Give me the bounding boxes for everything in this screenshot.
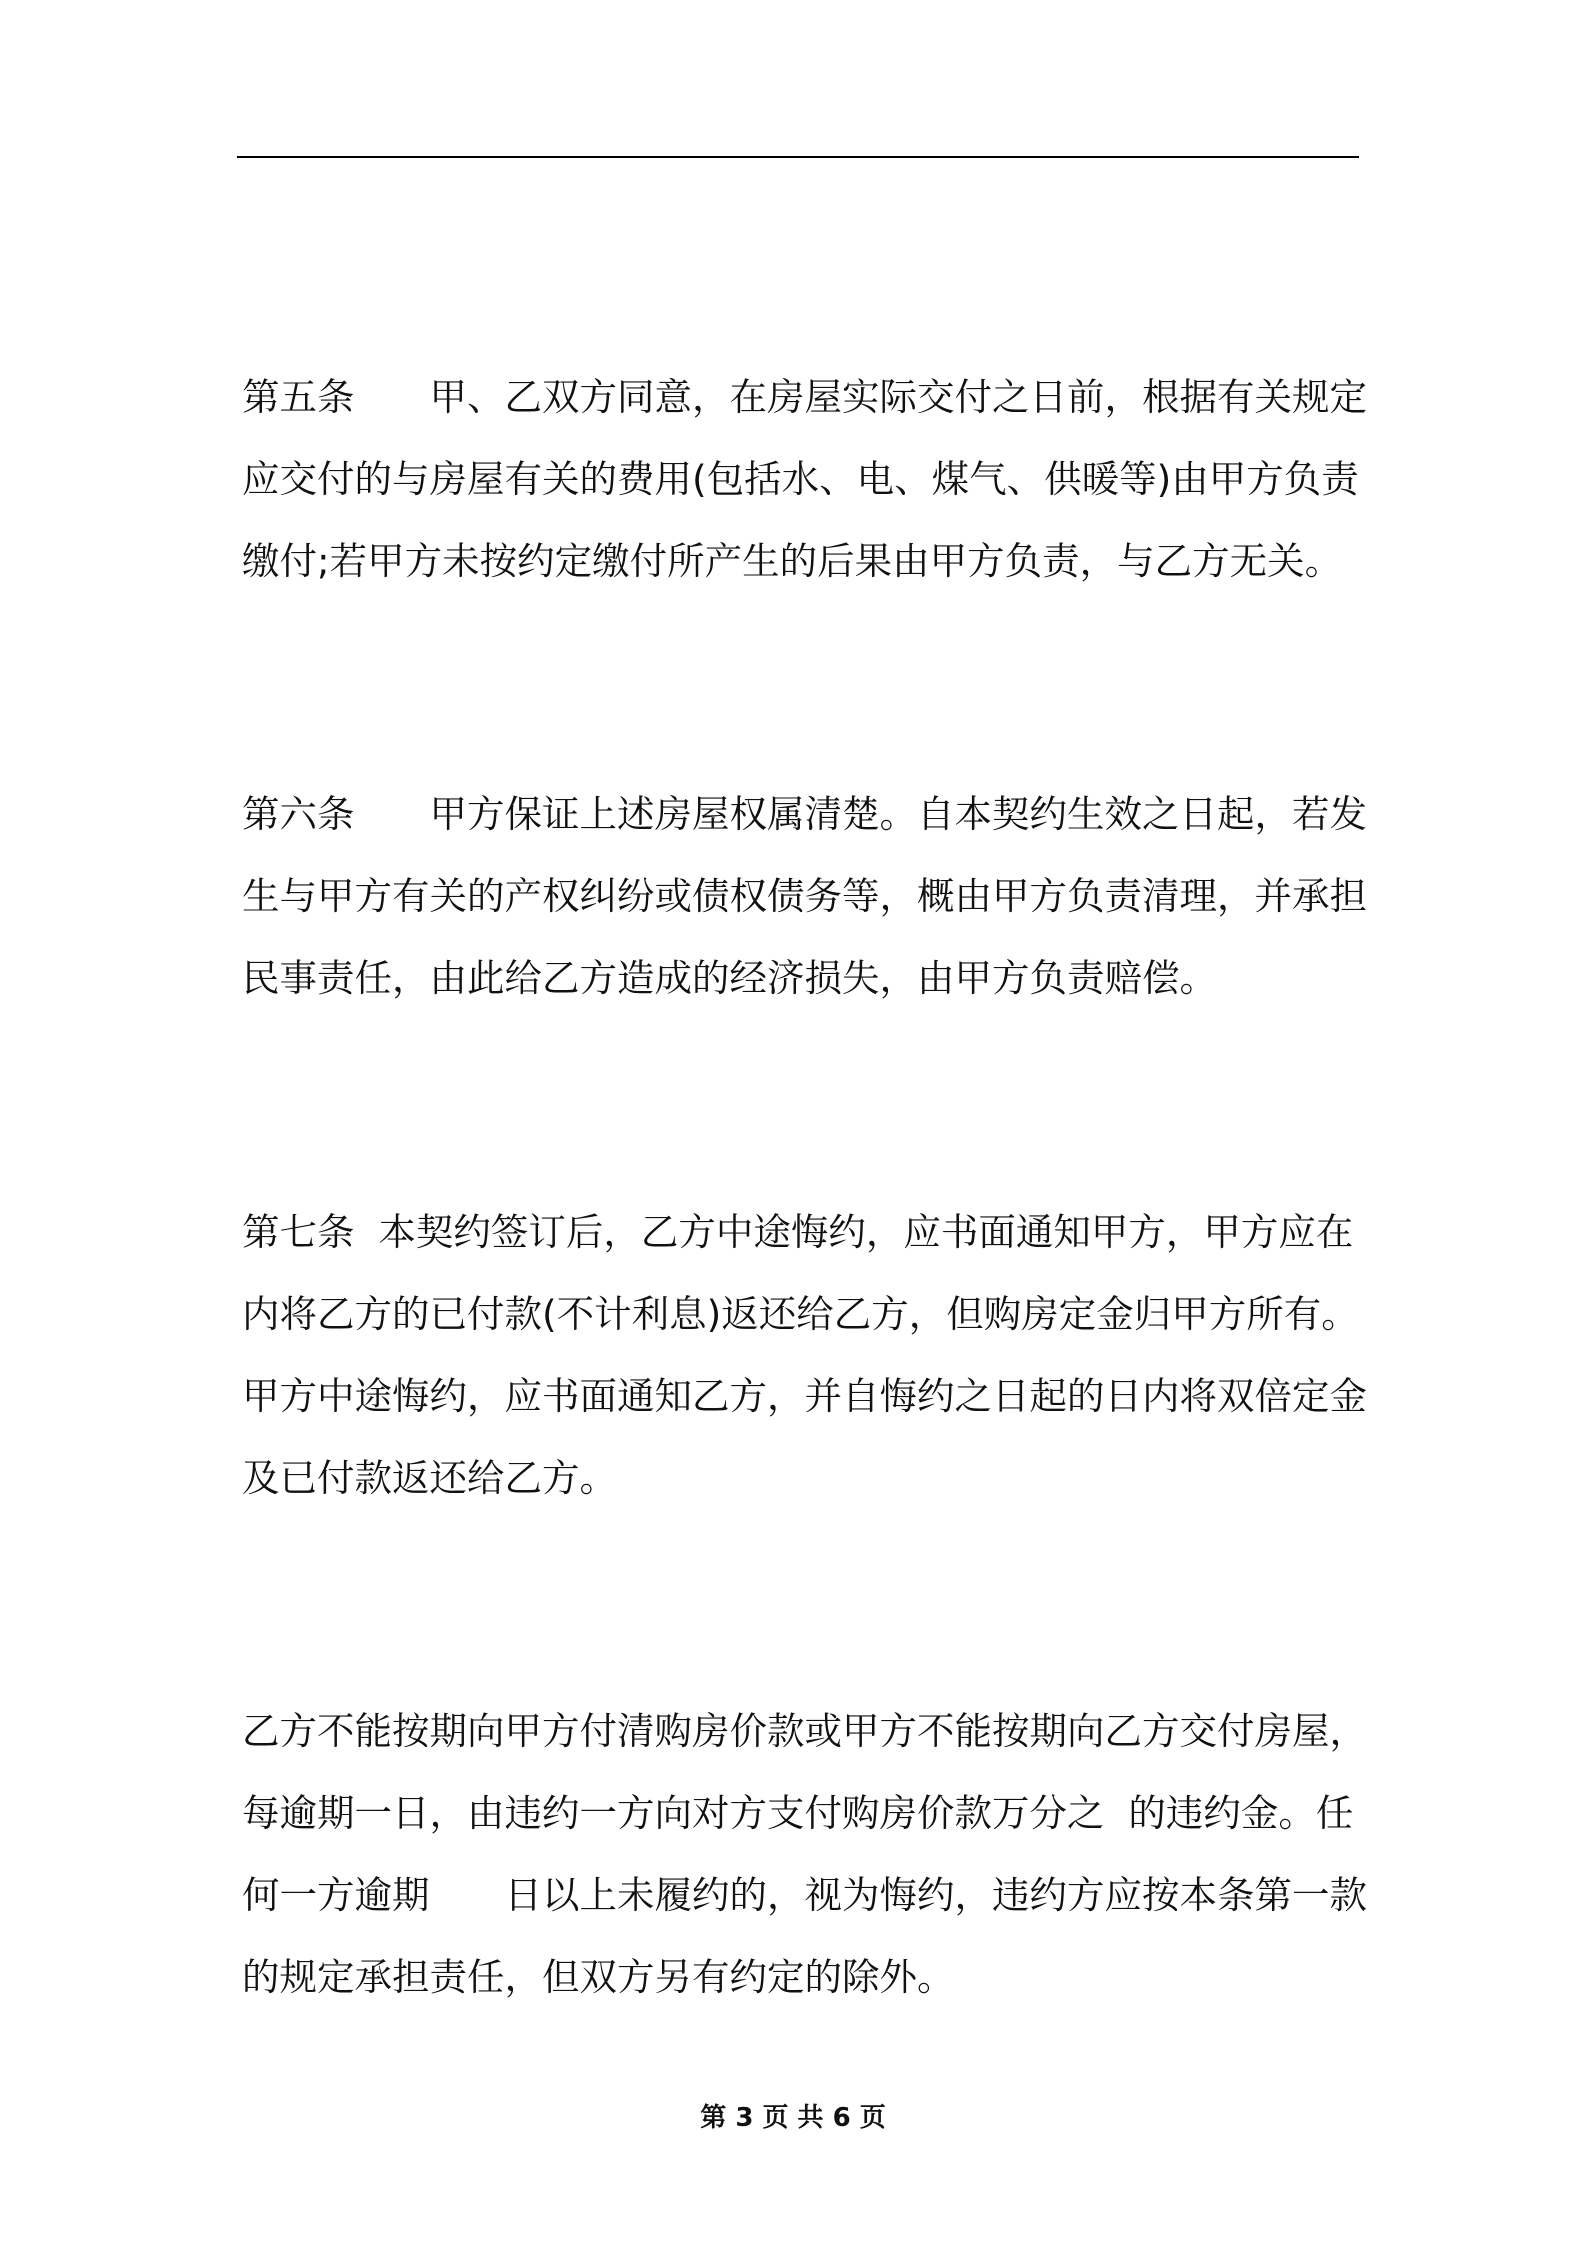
- page-number-footer: 第 3 页 共 6 页: [700, 2103, 886, 2133]
- penalty-clause-line-4: 的规定承担责任，但双方另有约定的除外。: [242, 1955, 955, 1999]
- article-6-line-2: 生与甲方有关的产权纠纷或债权债务等，概由甲方负责清理，并承担: [242, 874, 1367, 918]
- penalty-clause-line-3: 何一方逾期 日以上未履约的，视为悔约，违约方应按本条第一款: [242, 1873, 1367, 1917]
- article-5-line-1: 第五条 甲、乙双方同意，在房屋实际交付之日前，根据有关规定: [242, 375, 1367, 419]
- article-5-line-2: 应交付的与房屋有关的费用(包括水、电、煤气、供暖等)由甲方负责: [242, 457, 1359, 501]
- article-7-line-1: 第七条 本契约签订后，乙方中途悔约，应书面通知甲方，甲方应在: [242, 1210, 1354, 1254]
- article-5-line-3: 缴付;若甲方未按约定缴付所产生的后果由甲方负责，与乙方无关。: [242, 539, 1343, 583]
- article-7-line-2: 内将乙方的已付款(不计利息)返还给乙方，但购房定金归甲方所有。: [242, 1292, 1359, 1336]
- header-rule: [237, 156, 1359, 158]
- article-7-line-4: 及已付款返还给乙方。: [242, 1456, 617, 1500]
- penalty-clause-line-1: 乙方不能按期向甲方付清购房价款或甲方不能按期向乙方交付房屋，: [242, 1709, 1367, 1753]
- article-6-line-1: 第六条 甲方保证上述房屋权属清楚。自本契约生效之日起，若发: [242, 792, 1367, 836]
- penalty-clause-line-2: 每逾期一日，由违约一方向对方支付购房价款万分之 的违约金。任: [242, 1791, 1354, 1835]
- article-7-line-3: 甲方中途悔约，应书面通知乙方，并自悔约之日起的日内将双倍定金: [242, 1374, 1367, 1418]
- article-6-line-3: 民事责任，由此给乙方造成的经济损失，由甲方负责赔偿。: [242, 956, 1217, 1000]
